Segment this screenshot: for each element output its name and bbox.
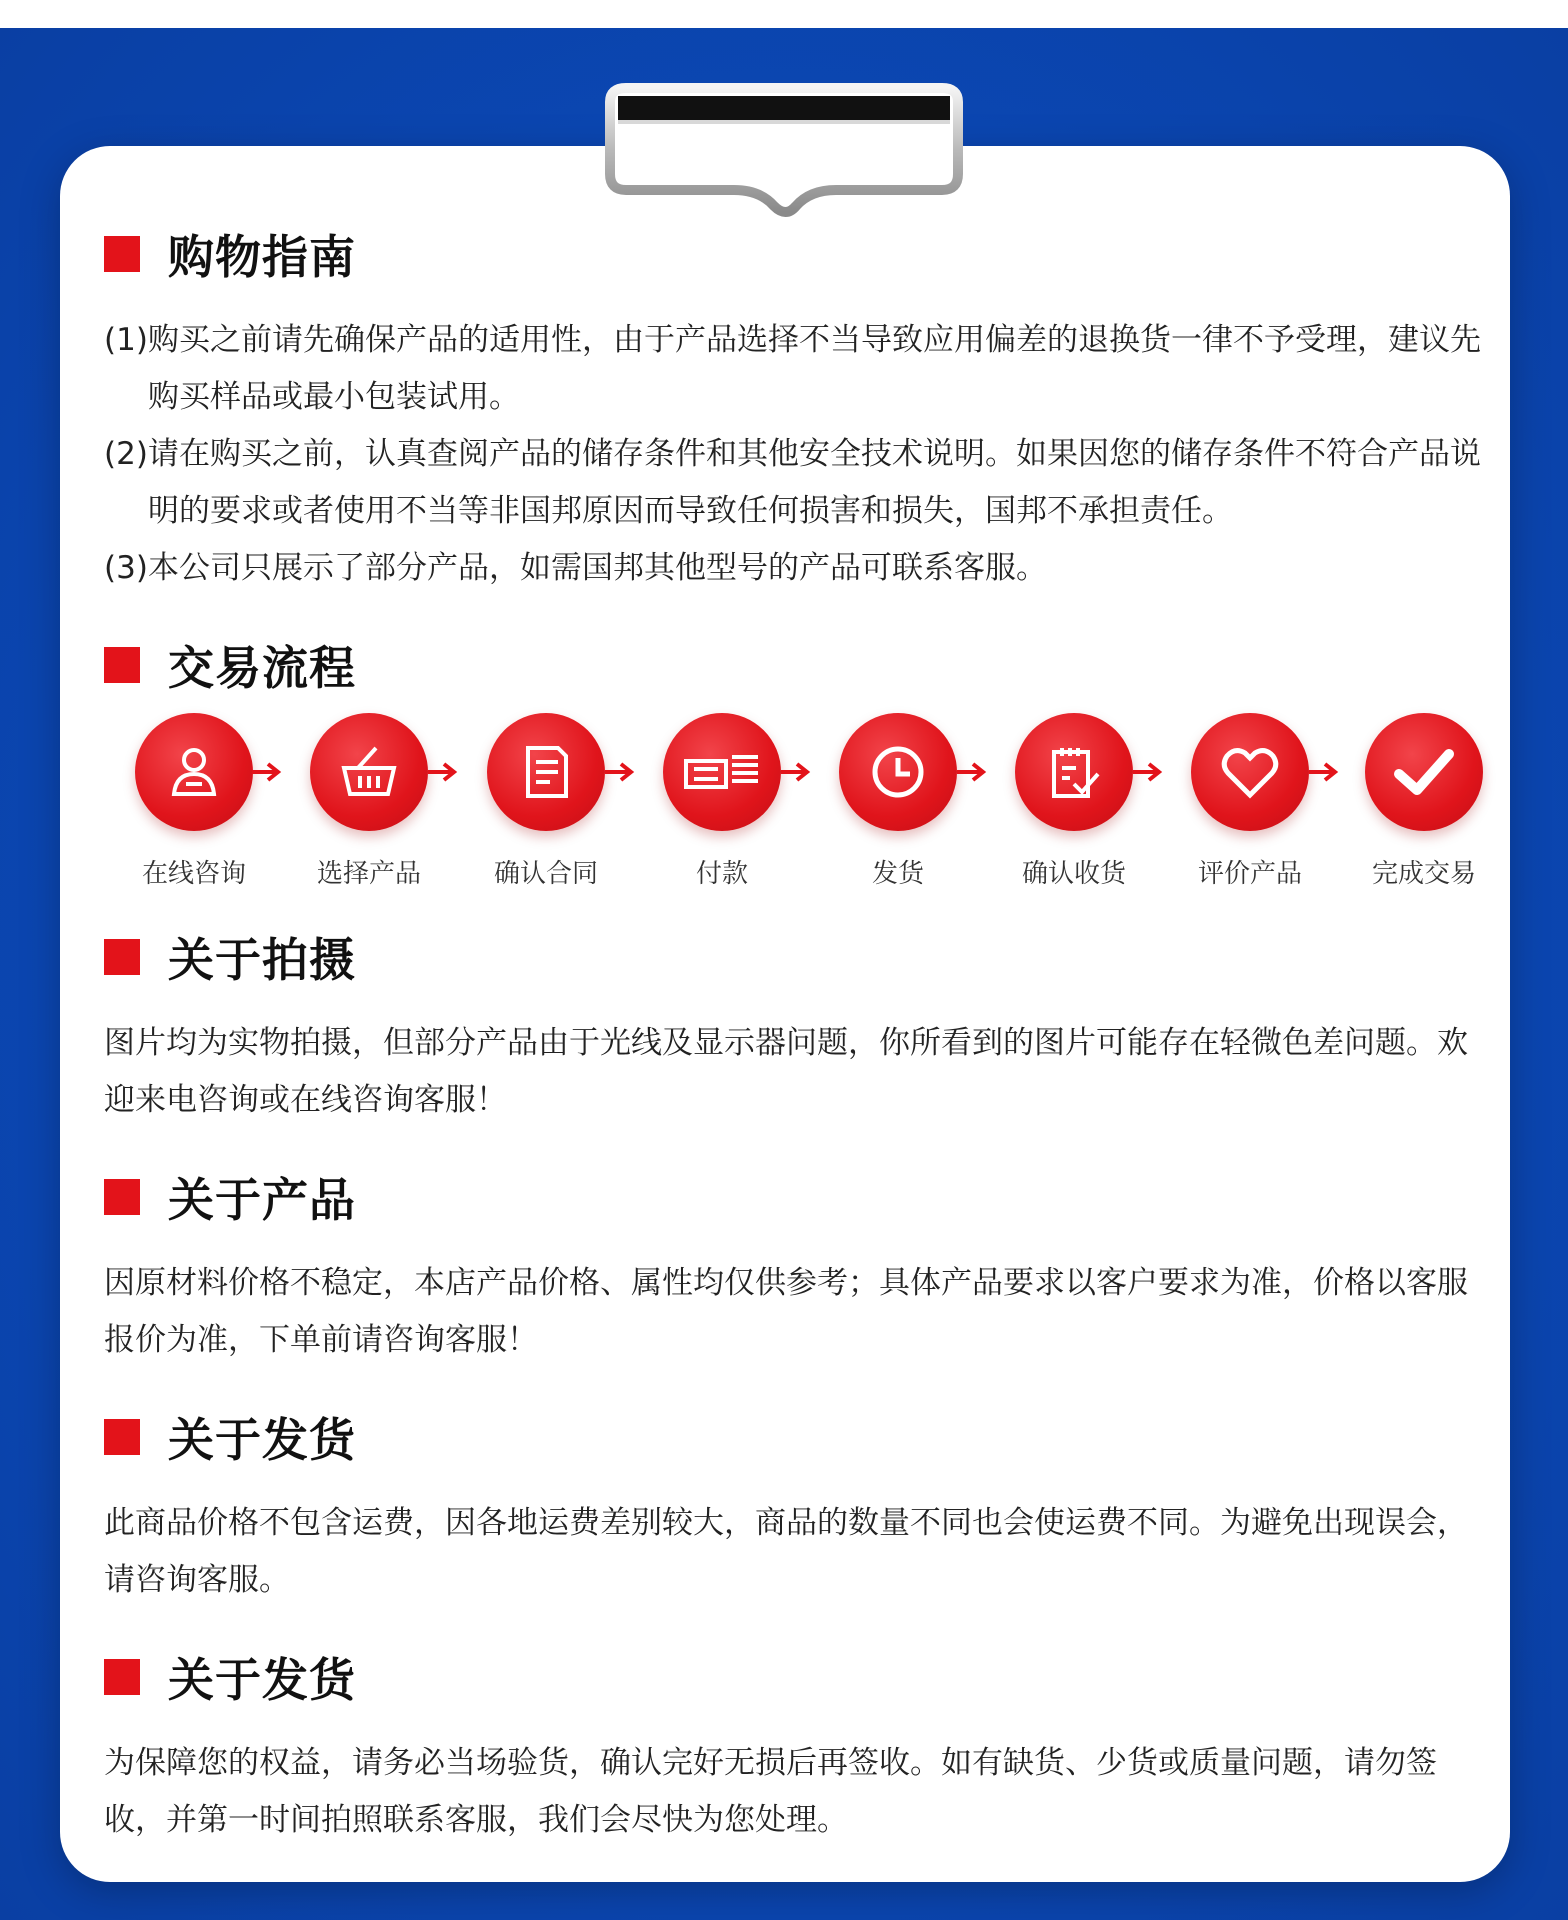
section-title-text: 关于发货 [168, 1413, 356, 1467]
money-stack-icon [663, 713, 781, 831]
top-band [0, 0, 1568, 28]
process-step [984, 713, 1164, 890]
section-title-text: 关于拍摄 [168, 933, 356, 987]
section-delivery-title [104, 1633, 1484, 1721]
content [104, 210, 1484, 1849]
user-consult-icon [135, 713, 253, 831]
title-marker [104, 1659, 140, 1695]
guide-item-number: (2) [104, 436, 148, 472]
heart-icon [1191, 713, 1309, 831]
product-paragraph: 因原材料价格不稳定，本店产品价格、属性均仅供参考；具体产品要求以客户要求为准，价格以客服报价为准，下单前请咨询客服！ [104, 1265, 1468, 1358]
step-label: 确认合同 [493, 859, 598, 889]
shipping-paragraph: 此商品价格不包含运费，因各地运费差别较大，商品的数量不同也会使运费不同。为避免出现误会，请咨询客服。 [104, 1505, 1468, 1598]
section-guide-title [104, 210, 1484, 298]
guide-item-number: (3) [104, 550, 148, 586]
clock-icon [839, 713, 957, 831]
step-label: 在线咨询 [141, 859, 246, 889]
process-step [104, 713, 284, 890]
process-step [1334, 713, 1514, 890]
guide-item [104, 540, 1484, 597]
checklist-icon [1015, 713, 1133, 831]
step-label: 发货 [871, 859, 924, 889]
title-marker [104, 647, 140, 683]
section-product-title [104, 1153, 1484, 1241]
shopping-basket-icon [310, 713, 428, 831]
guide-item-number: (1) [104, 322, 148, 358]
step-label: 付款 [695, 859, 748, 889]
section-title-text: 关于产品 [168, 1173, 356, 1227]
process-step [808, 713, 988, 890]
section-process-title [104, 621, 1484, 709]
process-step [456, 713, 636, 890]
guide-item-text: 请在购买之前，认真查阅产品的储存条件和其他安全技术说明。如果因您的储存条件不符合产品说明的要求或者使用不当等非国邦原因而导致任何损害和损失，国邦不承担责任。 [148, 436, 1481, 529]
contract-document-icon [487, 713, 605, 831]
section-photo-title [104, 913, 1484, 1001]
step-label: 选择产品 [316, 859, 421, 889]
title-marker [104, 939, 140, 975]
delivery-paragraph: 为保障您的权益，请务必当场验货，确认完好无损后再签收。如有缺货、少货或质量问题，请勿签收，并第一时间拍照联系客服，我们会尽快为您处理。 [104, 1745, 1437, 1838]
title-marker [104, 1179, 140, 1215]
section-title-text: 交易流程 [168, 641, 356, 695]
guide-item [104, 312, 1484, 426]
step-label: 评价产品 [1197, 859, 1302, 889]
process-step [279, 713, 459, 890]
photo-paragraph: 图片均为实物拍摄，但部分产品由于光线及显示器问题，你所看到的图片可能存在轻微色差问题。欢迎来电咨询或在线咨询客服！ [104, 1025, 1468, 1118]
guide-item [104, 426, 1484, 540]
title-marker [104, 236, 140, 272]
title-marker [104, 1419, 140, 1455]
step-label: 完成交易 [1371, 859, 1476, 889]
process-step [1160, 713, 1340, 890]
guide-item-text: 购买之前请先确保产品的适用性，由于产品选择不当导致应用偏差的退换货一律不予受理，建议先购买样品或最小包装试用。 [148, 322, 1481, 415]
process-steps [104, 713, 1484, 913]
process-step [632, 713, 812, 890]
guide-item-text: 本公司只展示了部分产品，如需国邦其他型号的产品可联系客服。 [148, 550, 1047, 586]
section-title-text: 购物指南 [168, 230, 356, 284]
section-title-text: 关于发货 [168, 1653, 356, 1707]
checkmark-icon [1365, 713, 1483, 831]
step-label: 确认收货 [1021, 859, 1126, 889]
section-shipping-title [104, 1393, 1484, 1481]
